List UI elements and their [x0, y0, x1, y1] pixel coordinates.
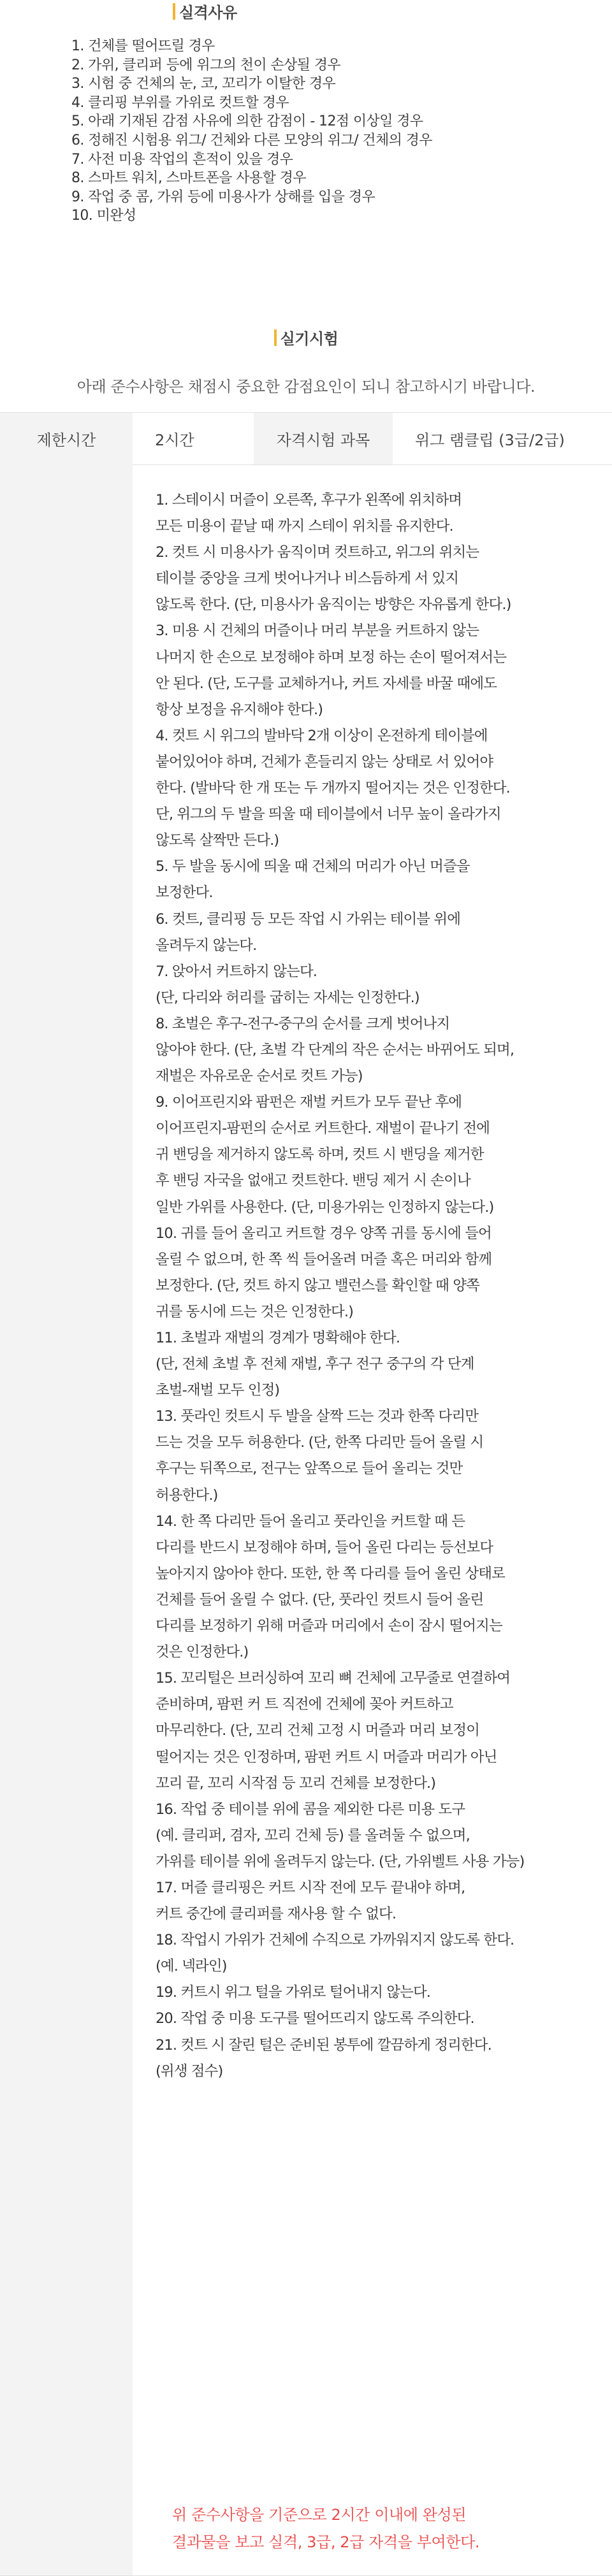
exam-info-row	[0, 413, 612, 465]
rule-item: 8. 초벌은 후구-전구-중구의 순서를 크게 벗어나지 않아야 한다. (단, 초벌 각 단계의 작은 순서는 바뀌어도 되며, 재벌은 자유로운 순서로 컷트 가능)	[156, 1015, 514, 1085]
fail-reason-item: 2. 가위, 클리퍼 등에 위그의 천이 손상될 경우	[71, 57, 341, 73]
fail-reason-list	[71, 37, 556, 226]
rule-item: 2. 컷트 시 미용사가 움직이며 컷트하고, 위그의 위치는 테이블 중앙을 크게 벗어나거나 비스듬하게 서 있지 않도록 한다. (단, 미용사가 움직이는 방향은 자유롭게 한다.)	[156, 544, 511, 614]
exam-section-title	[0, 326, 612, 349]
fail-reason-item: 5. 아래 기재된 감점 사유에 의한 감점이 - 12점 이상일 경우	[71, 113, 423, 130]
time-limit-value: 2시간	[133, 413, 254, 465]
rule-item: 14. 한 쪽 다리만 들어 올리고 풋라인을 커트할 때 든 다리를 반드시 보정해야 하며, 들어 올린 다리는 등선보다 높아지지 않아야 한다. 또한, 한 쪽 다리를 들어 올린 상태로 건체를 들어 올릴 수 없다. (단, 풋라인 컷트시 들어 올린 다리를 보정하기 위해 머즐과 머리에서 손이 잠시 떨어지는 것은 인정한다.)	[156, 1513, 505, 1661]
rules-list	[156, 487, 602, 2085]
rule-item: 15. 꼬리털은 브러싱하여 꼬리 뼈 건체에 고무줄로 연결하여 준비하며, 팜펀 커 트 직전에 건체에 꽂아 커트하고 마무리한다. (단, 꼬리 건체 고정 시 머즐과 머리 보정이 떨어지는 것은 인정하며, 팜펀 커트 시 머즐과 머리가 아닌 꼬리 끝, 꼬리 시작점 등 꼬리 건체를 보정한다.)	[156, 1670, 511, 1792]
fail-section-title	[173, 0, 237, 22]
rule-item: 11. 초벌과 재벌의 경계가 명확해야 한다. (단, 전체 초벌 후 전체 재벌, 후구 전구 중구의 각 단계 초벌-재벌 모두 인정)	[156, 1330, 474, 1399]
exam-notice: 아래 준수사항은 채점시 중요한 감점요인이 되니 참고하시기 바랍니다.	[76, 378, 536, 396]
rule-item: 7. 앉아서 커트하지 않는다. (단, 다리와 허리를 굽히는 자세는 인정한다.)	[156, 963, 419, 1006]
title-accent-bar	[274, 329, 277, 346]
rule-item: 19. 커트시 위그 털을 가위로 털어내지 않는다.	[156, 1984, 431, 2001]
fail-reason-item: 7. 사전 미용 작업의 흔적이 있을 경우	[71, 151, 293, 168]
rule-item: 18. 작업시 가위가 건체에 수직으로 가까워지지 않도록 한다. (예. 넥라인)	[156, 1932, 514, 1975]
rule-item: 17. 머즐 클리핑은 커트 시작 전에 모두 끝내야 하며, 커트 중간에 클리퍼를 재사용 할 수 없다.	[156, 1879, 465, 1923]
fail-reason-item: 6. 정해진 시험용 위그/ 건체와 다른 모양의 위그/ 건체의 경우	[71, 132, 432, 148]
fail-reason-item: 10. 미완성	[71, 208, 136, 224]
rule-item: 1. 스테이시 머즐이 오른쪽, 후구가 왼쪽에 위치하며 모든 미용이 끝날 때 까지 스테이 위치를 유지한다.	[156, 492, 462, 535]
fail-reason-item: 8. 스마트 워치, 스마트폰을 사용할 경우	[71, 170, 306, 187]
rule-item: 4. 컷트 시 위그의 발바닥 2개 이상이 온전하게 테이블에 붙어있어야 하며, 건체가 흔들리지 않는 상태로 서 있어야 한다. (발바닥 한 개 또는 두 개까지 떨어지는 것은 인정한다. 단, 위그의 두 발을 띄울 때 테이블에서 너무 높이 올라가지 않도록 살짝만 든다.)	[156, 727, 510, 849]
exam-section-title-text: 실기시험	[280, 330, 339, 348]
rule-item: 6. 컷트, 클리핑 등 모든 작업 시 가위는 테이블 위에 올려두지 않는다.	[156, 910, 461, 954]
subject-label: 자격시험 과목	[254, 413, 393, 465]
rule-item: 13. 풋라인 컷트시 두 발을 살짝 드는 것과 한쪽 다리만 드는 것을 모두 허용한다. (단, 한쪽 다리만 들어 올릴 시 후구는 뒤쪽으로, 전구는 앞쪽으로 들어 올리는 것만 허용한다.)	[156, 1408, 484, 1504]
rule-item: 20. 작업 중 미용 도구를 떨어뜨리지 않도록 주의한다.	[156, 2010, 474, 2027]
rule-item: 21. 컷트 시 잘린 털은 준비된 봉투에 깔끔하게 정리한다. (위생 점수)	[156, 2036, 492, 2080]
rule-item: 9. 이어프린지와 팜펀은 재벌 커트가 모두 끝난 후에 이어프린지-팜펀의 순서로 커트한다. 재벌이 끝나기 전에 귀 밴딩을 제거하지 않도록 하며, 컷트 시 밴딩을 제거한 후 밴딩 자국을 없애고 컷트한다. 밴딩 제거 시 손이나 일반 가위를 사용한다. (단, 미용가위는 인정하지 않는다.)	[156, 1094, 494, 1216]
rule-item: 10. 귀를 들어 올리고 커트할 경우 양쪽 귀를 동시에 들어 올릴 수 없으며, 한 쪽 씩 들어올려 머즐 혹은 머리와 함께 보정한다. (단, 컷트 하지 않고 밸런스를 확인할 때 양쪽 귀를 동시에 드는 것은 인정한다.)	[156, 1225, 492, 1320]
result-note	[172, 2501, 479, 2556]
rule-item: 16. 작업 중 테이블 위에 콤을 제외한 다른 미용 도구 (예. 클리퍼, 겸자, 꼬리 건체 등) 를 올려둘 수 없으며, 가위를 테이블 위에 올려두지 않는다. (단, 가위벨트 사용 가능)	[156, 1801, 525, 1870]
rule-item: 3. 미용 시 건체의 머즐이나 머리 부분을 커트하지 않는 나머지 한 손으로 보정해야 하며 보정 하는 손이 떨어져서는 안 된다. (단, 도구를 교체하거나, 커트 자세를 바꿀 때에도 항상 보정을 유지해야 한다.)	[156, 622, 507, 718]
rules-label-column	[0, 464, 133, 2576]
time-limit-label: 제한시간	[0, 413, 133, 465]
fail-section-title-text: 실격사유	[179, 4, 237, 22]
fail-reason-item: 1. 건체를 떨어뜨릴 경우	[71, 38, 215, 54]
subject-value: 위그 램클립 (3급/2급)	[393, 413, 612, 465]
fail-reason-item: 4. 클리핑 부위를 가위로 컷트할 경우	[71, 94, 289, 111]
rule-item: 5. 두 발을 동시에 띄울 때 건체의 머리가 아닌 머즐을 보정한다.	[156, 858, 470, 902]
result-note-line: 위 준수사항을 기준으로 2시간 이내에 완성된	[172, 2506, 467, 2524]
fail-reason-item: 9. 작업 중 콤, 가위 등에 미용사가 상해를 입을 경우	[71, 189, 375, 205]
fail-reason-item: 3. 시험 중 건체의 눈, 코, 꼬리가 이탈한 경우	[71, 76, 336, 92]
exam-info-table	[0, 412, 612, 465]
result-note-line: 결과물을 보고 실격, 3급, 2급 자격을 부여한다.	[172, 2533, 480, 2551]
title-accent-bar	[173, 3, 175, 20]
